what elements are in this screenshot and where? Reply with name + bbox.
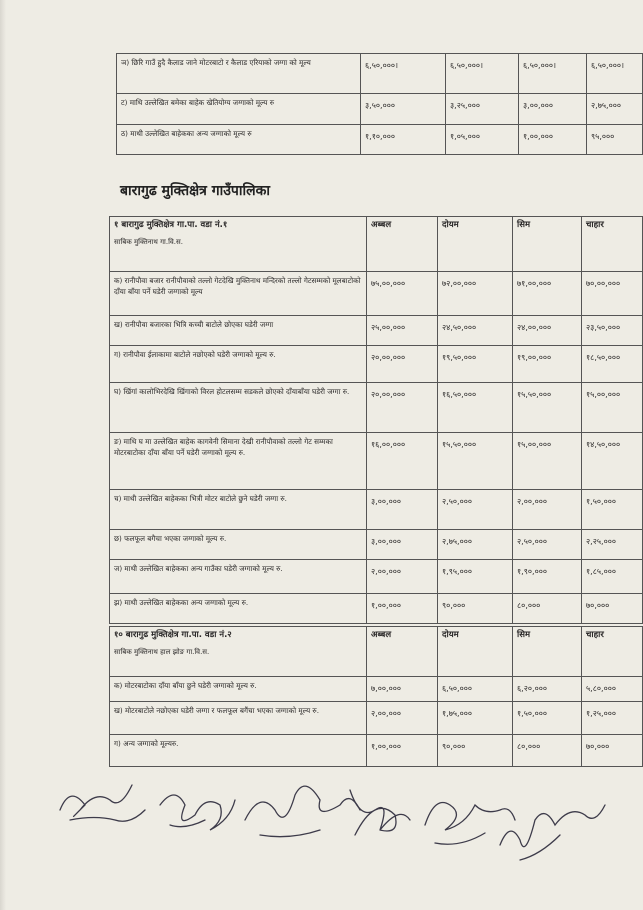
ward-1-value: १६,००,०००	[367, 433, 438, 490]
ward-2-value: १,५०,०००	[513, 702, 582, 735]
signature-6	[500, 805, 605, 860]
valuation-table-continued	[116, 53, 643, 155]
top-table-description: ठ) माथी उल्लेखित बाहेकका अन्य जग्गाको मूल्य रु	[117, 125, 361, 155]
ward-2-value: ६,२०,०००	[513, 677, 582, 702]
ward-1-value: १,९०,०००	[513, 560, 582, 594]
top-table-value: १,१०,०००	[361, 125, 446, 155]
top-table-row	[117, 94, 643, 125]
ward-1-value: १४,५०,०००	[582, 433, 643, 490]
ward-1-value: २,००,०००	[513, 490, 582, 530]
ward-1-value: १५,५०,०००	[438, 433, 513, 490]
ward-2-value: ७०,०००	[582, 735, 643, 767]
ward-1-valuation-table	[109, 216, 643, 624]
ward-1-description: झ) माथी उल्लेखित बाहेकका अन्य जग्गाको मूल्य रु.	[110, 594, 367, 624]
ward-1-value: १६,५०,०००	[438, 383, 513, 433]
top-table-value: १,००,०००	[519, 125, 587, 155]
ward-1-title-cell	[110, 217, 367, 272]
ward-1-value: ७२,००,०००	[438, 272, 513, 316]
top-table-row	[117, 54, 643, 94]
top-table-value: ३,००,०००	[519, 94, 587, 125]
ward-2-value: ६,५०,०००	[438, 677, 513, 702]
ward-1-row	[110, 490, 643, 530]
page-edge-shadow	[0, 0, 6, 910]
ward-1-description: ज) माथी उल्लेखित बाहेकका अन्य गाउँका घडेरी जग्गाको मूल्य रु.	[110, 560, 367, 594]
ward-1-row	[110, 272, 643, 316]
ward-1-header-chahar: चाहार	[582, 217, 643, 272]
ward-1-value: १,९५,०००	[438, 560, 513, 594]
ward-1-row	[110, 346, 643, 383]
ward-2-value: ७,००,०००	[367, 677, 438, 702]
ward-2-value: १,००,०००	[367, 735, 438, 767]
ward-1-value: २०,००,०००	[367, 346, 438, 383]
ward-1-title: १ बारागुढ मुक्तिक्षेत्र गा.पा. वडा नं.१	[114, 220, 228, 230]
ward-2-header-chahar: चाहार	[582, 627, 643, 677]
ward-1-description: छ) फलफूल बगैचा भएका जग्गाको मूल्य रु.	[110, 530, 367, 560]
ward-2-description: क) मोटरबाटोका दाँया बाँया छुने घडेरी जग्गाको मूल्य रु.	[110, 677, 367, 702]
ward-1-value: २३,५०,०००	[582, 316, 643, 346]
ward-2-row	[110, 677, 643, 702]
ward-2-value: ५,८०,०००	[582, 677, 643, 702]
ward-1-value: १,००,०००	[367, 594, 438, 624]
ward-1-row	[110, 433, 643, 490]
ward-2-value: २,००,०००	[367, 702, 438, 735]
ward-2-description: ग) अन्य जग्गाको मूल्यरु.	[110, 735, 367, 767]
top-table-row	[117, 125, 643, 155]
ward-1-value: १५,००,०००	[513, 433, 582, 490]
ward-1-value: २,७५,०००	[438, 530, 513, 560]
ward-1-row	[110, 560, 643, 594]
ward-1-description: ग) रानीपौवा ईलाकामा बाटोले नछोएको घडेरी जग्गाको मूल्य रु.	[110, 346, 367, 383]
ward-1-row	[110, 316, 643, 346]
ward-1-description: ङ) माथि घ मा उल्लेखित बाहेक कागवेनी सिमाना देखी रानीपौवाको तल्लो गेट सम्मका मोटरबाटोका दाँया बाँया पर्ने घडेरी जग्गाको मूल्य रु.	[110, 433, 367, 490]
ward-1-value: १९,००,०००	[513, 346, 582, 383]
ward-1-value: ३,००,०००	[367, 490, 438, 530]
ward-1-header-doyam: दोयम	[438, 217, 513, 272]
ward-1-subtitle: साबिक मुक्तिनाथ गा.वि.स.	[114, 238, 183, 246]
ward-1-description: क) रानीपौवा बजार रानीपौवाको तल्लो गेटदेखि मुक्तिनाथ मन्दिरको तल्लो गेटसम्मको मूलबाटोको दाँया बाँया पर्ने घडेरी जग्गाको मूल्य	[110, 272, 367, 316]
ward-1-value: १,८५,०००	[582, 560, 643, 594]
ward-1-value: २,२५,०००	[582, 530, 643, 560]
ward-1-value: १९,५०,०००	[438, 346, 513, 383]
ward-1-value: ७५,००,०००	[367, 272, 438, 316]
ward-1-value: ७०,००,०००	[582, 272, 643, 316]
top-table-value: ३,२५,०००	[446, 94, 519, 125]
ward-1-value: २,५०,०००	[438, 490, 513, 530]
top-table-value: ९५,०००	[587, 125, 643, 155]
ward-1-value: ८०,०००	[513, 594, 582, 624]
top-table-value: ६,५०,०००।	[361, 54, 446, 94]
ward-2-row	[110, 702, 643, 735]
ward-1-value: १८,५०,०००	[582, 346, 643, 383]
section-heading: बारागुढ मुक्तिक्षेत्र गाउँपालिका	[120, 183, 270, 199]
signature-3	[245, 786, 360, 837]
ward-2-value: ८०,०००	[513, 735, 582, 767]
top-table-value: १,०५,०००	[446, 125, 519, 155]
ward-1-value: २४,००,०००	[513, 316, 582, 346]
signature-5	[425, 803, 515, 845]
ward-1-value: १५,५०,०००	[513, 383, 582, 433]
ward-1-value: ९०,०००	[438, 594, 513, 624]
top-table-value: २,७५,०००	[587, 94, 643, 125]
ward-1-description: च) माथी उल्लेखित बाहेकका भित्री मोटर बाटोले छुने घडेरी जग्गा रु.	[110, 490, 367, 530]
ward-2-row	[110, 735, 643, 767]
ward-1-description: घ) खिंगां कालोभिरदेखि खिंगाको विरल होटलसम्म सडकले छोएको दाँयाबाँया घडेरी जग्गा रु.	[110, 383, 367, 433]
ward-2-title: १० बारागुढ मुक्तिक्षेत्र गा.पा. वडा नं.२	[114, 630, 232, 640]
ward-1-value: ३,००,०००	[367, 530, 438, 560]
ward-2-value: १,२५,०००	[582, 702, 643, 735]
signatures-block	[50, 765, 620, 875]
ward-2-valuation-table	[109, 626, 643, 767]
ward-2-title-cell	[110, 627, 367, 677]
ward-2-subtitle: साबिक मुक्तिनाथ हाल झोङ गा.वि.स.	[114, 648, 210, 656]
ward-1-row	[110, 594, 643, 624]
top-table-description: ञ) छिरि गाउँ हुदै कैलाड जाने मोटरबाटो र कैलाड एरियाको जग्गा को मूल्य	[117, 54, 361, 94]
ward-1-value: २४,५०,०००	[438, 316, 513, 346]
ward-2-header-doyam: दोयम	[438, 627, 513, 677]
ward-2-header-sim: सिम	[513, 627, 582, 677]
ward-1-value: २,५०,०००	[513, 530, 582, 560]
ward-1-description: ख) रानीपौवा बजारका भित्रि कच्ची बाटोले छोएका घडेरी जग्गा	[110, 316, 367, 346]
ward-1-value: ७०,०००	[582, 594, 643, 624]
top-table-value: ३,५०,०००	[361, 94, 446, 125]
ward-1-value: १,५०,०००	[582, 490, 643, 530]
ward-1-row	[110, 530, 643, 560]
top-table-description: ट) माथि उल्लेखित बमेका बाहेक खेतियोग्य जग्गाको मूल्य रु	[117, 94, 361, 125]
top-table-value: ६,५०,०००।	[519, 54, 587, 94]
ward-2-description: ख) मोटरबाटोले नछोएका घडेरी जग्गा र फलफूल बगैंचा भएका जग्गाको मूल्य रु.	[110, 702, 367, 735]
ward-1-value: २,००,०००	[367, 560, 438, 594]
signature-1	[60, 785, 145, 821]
top-table-value: ६,५०,०००।	[587, 54, 643, 94]
ward-2-value: ९०,०००	[438, 735, 513, 767]
ward-1-value: १५,००,०००	[582, 383, 643, 433]
ward-1-value: २०,००,०००	[367, 383, 438, 433]
signature-4	[350, 790, 410, 835]
ward-1-header-abbal: अब्बल	[367, 217, 438, 272]
ward-1-row	[110, 383, 643, 433]
ward-1-value: ७१,००,०००	[513, 272, 582, 316]
ward-2-header-abbal: अब्बल	[367, 627, 438, 677]
ward-2-value: १,७५,०००	[438, 702, 513, 735]
signature-2	[160, 795, 235, 830]
ward-1-value: २५,००,०००	[367, 316, 438, 346]
top-table-value: ६,५०,०००।	[446, 54, 519, 94]
ward-1-header-sim: सिम	[513, 217, 582, 272]
